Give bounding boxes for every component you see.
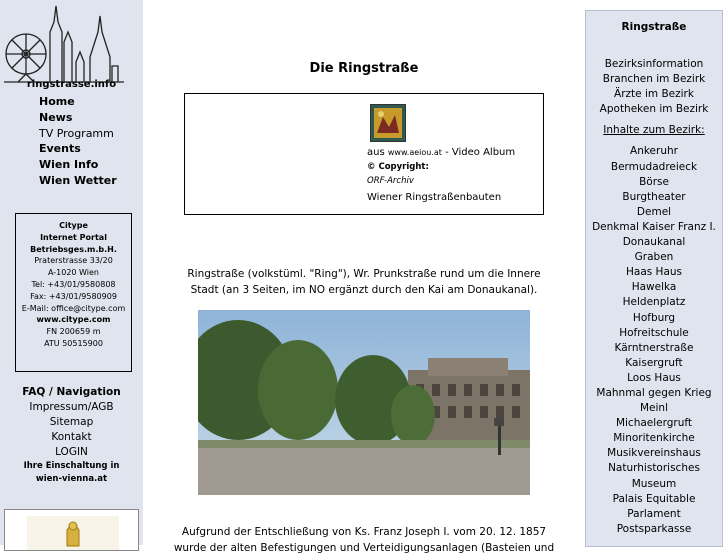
link-heldenplatz[interactable]: Heldenplatz: [622, 296, 686, 309]
video-media-box: [184, 93, 544, 215]
media-source-suffix: - Video Album: [445, 147, 516, 158]
copyright-label: © Copyright:: [367, 162, 429, 172]
contact-fax: Fax: +43/01/9580909: [30, 291, 117, 301]
nav-tv-programm[interactable]: TV Programm: [39, 126, 114, 140]
contact-line3: Betriebsges.m.b.H.: [30, 244, 117, 254]
link-haas-haus[interactable]: Haas Haus: [625, 266, 683, 279]
link-aerzte[interactable]: Ärzte im Bezirk: [614, 88, 694, 101]
contact-line2: Internet Portal: [40, 232, 107, 242]
link-hofburg[interactable]: Hofburg: [632, 311, 676, 324]
link-postsparkasse[interactable]: Postsparkasse: [616, 522, 692, 535]
contact-email[interactable]: E-Mail: office@citype.com: [21, 303, 126, 313]
promo-line2[interactable]: wien-vienna.at: [35, 473, 108, 484]
link-graben[interactable]: Graben: [634, 251, 674, 264]
link-donaukanal[interactable]: Donaukanal: [622, 236, 686, 249]
logo-text[interactable]: ringstrasse.info: [26, 79, 117, 90]
link-michaelergruft[interactable]: Michaelergruft: [615, 417, 693, 430]
contact-street: Praterstrasse 33/20: [34, 256, 113, 266]
left-sidebar: [0, 0, 143, 545]
nav-events[interactable]: Events: [39, 142, 81, 156]
contact-city: A-1020 Wien: [47, 268, 100, 278]
left-nav: [39, 94, 117, 189]
link-bermudadreieck[interactable]: Bermudadreieck: [610, 160, 698, 173]
page-title: Die Ringstraße: [309, 61, 419, 76]
link-hofreitschule[interactable]: Hofreitschule: [619, 326, 689, 339]
link-mahnmal[interactable]: Mahnmal gegen Krieg: [596, 386, 712, 399]
vienna-skyline-logo[interactable]: [4, 2, 124, 90]
link-bezirksinformation[interactable]: Bezirksinformation: [604, 58, 704, 70]
contact-box: [15, 213, 132, 372]
nav-kontakt[interactable]: Kontakt: [51, 431, 92, 443]
history-paragraph: Aufgrund der Entschließung von Ks. Franz Joseph I. vom 20. 12. 1857 wurde der alten Befestigungen und Verteidigungsanlagen (Basteien und: [173, 526, 555, 554]
contact-atu: ATU 50515900: [44, 338, 103, 348]
link-kaerntnerstrasse[interactable]: Kärntnerstraße: [614, 341, 694, 354]
contact-web[interactable]: www.citype.com: [36, 315, 111, 325]
link-palais-equitable[interactable]: Palais Equitable: [612, 492, 696, 505]
link-kaisergruft[interactable]: Kaisergruft: [625, 356, 683, 369]
intro-paragraph: Ringstraße (volkstüml. "Ring"), Wr. Prunkstraße rund um die Innere Stadt (an 3 Seiten, im NO ergänzt durch den Kai am Donaukanal).: [187, 268, 541, 296]
ringstrasse-photo: [198, 310, 530, 495]
media-source-prefix: aus: [367, 147, 385, 158]
media-source: [367, 146, 515, 160]
link-apotheken[interactable]: Apotheken im Bezirk: [599, 103, 709, 116]
link-loos-haus[interactable]: Loos Haus: [627, 371, 681, 384]
promo-line1[interactable]: Ihre Einschaltung in: [23, 461, 120, 471]
nav-impressum[interactable]: Impressum/AGB: [29, 401, 114, 413]
media-caption: Wiener Ringstraßenbauten: [367, 192, 502, 203]
nav-login[interactable]: LOGIN: [55, 446, 88, 458]
nav-wien-info[interactable]: Wien Info: [39, 158, 99, 172]
right-sidebar: [585, 10, 723, 547]
nav-sitemap[interactable]: Sitemap: [49, 416, 94, 428]
faq-nav: [0, 385, 143, 485]
link-burgtheater[interactable]: Burgtheater: [622, 190, 686, 203]
section-heading[interactable]: Inhalte zum Bezirk:: [603, 124, 705, 137]
link-boerse[interactable]: Börse: [639, 175, 669, 188]
contact-fn: FN 200659 m: [46, 327, 101, 337]
link-denkmal[interactable]: Denkmal Kaiser Franz I.: [592, 220, 716, 233]
media-source-site[interactable]: www.aeiou.at: [387, 148, 442, 157]
link-ankeruhr[interactable]: Ankeruhr: [630, 145, 678, 158]
contact-company: Citype: [59, 221, 88, 230]
link-naturhistorisches[interactable]: Naturhistorisches: [608, 462, 700, 475]
link-demel[interactable]: Demel: [636, 205, 672, 218]
video-thumbnail-icon[interactable]: [370, 104, 406, 142]
nav-news[interactable]: News: [39, 110, 73, 124]
right-nav: [586, 57, 722, 537]
contact-tel: Tel: +43/01/9580808: [31, 279, 116, 289]
link-musikvereinshaus[interactable]: Musikvereinshaus: [607, 447, 701, 460]
right-sidebar-title: Ringstraße: [621, 21, 687, 33]
link-minoritenkirche[interactable]: Minoritenkirche: [613, 432, 695, 445]
link-meinl[interactable]: Meinl: [639, 402, 668, 415]
link-branchen[interactable]: Branchen im Bezirk: [602, 73, 706, 86]
faq-heading[interactable]: FAQ / Navigation: [22, 386, 121, 398]
nav-home[interactable]: Home: [39, 95, 75, 108]
link-museum[interactable]: Museum: [631, 477, 677, 490]
link-hawelka[interactable]: Hawelka: [631, 281, 677, 294]
nav-wien-wetter[interactable]: Wien Wetter: [39, 173, 117, 187]
link-parlament[interactable]: Parlament: [627, 507, 681, 520]
copyright-holder: ORF-Archiv: [367, 176, 414, 186]
media-text: [367, 146, 515, 205]
